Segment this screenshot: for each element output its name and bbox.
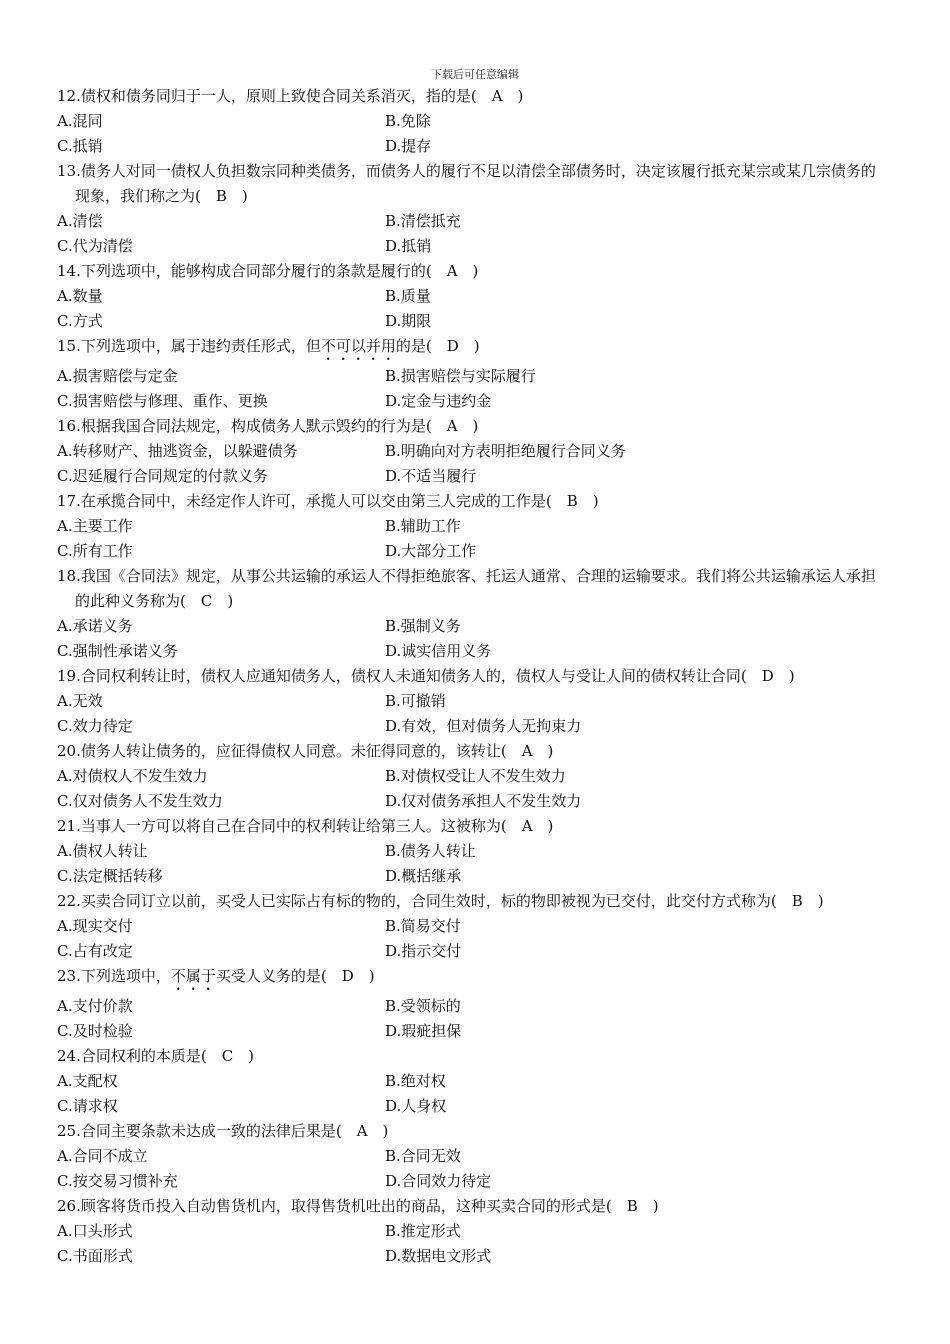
option-d: D.期限	[385, 312, 432, 330]
option-a: A.支付价款	[57, 997, 133, 1015]
question-stem: 25.合同主要条款未达成一致的法律后果是( A )	[57, 1122, 389, 1140]
question-14	[57, 259, 887, 334]
option-row	[57, 209, 887, 234]
option-c: C.书面形式	[57, 1247, 133, 1265]
option-row	[57, 514, 887, 539]
option-row	[57, 714, 887, 739]
question-20	[57, 739, 887, 814]
question-13	[57, 159, 887, 259]
option-c: C.抵销	[57, 137, 103, 155]
stem-text: 23.下列选项中，	[57, 967, 171, 985]
stem-emphasis: 不属于	[170, 967, 216, 985]
option-d: D.合同效力待定	[385, 1172, 492, 1190]
option-b: B.强制义务	[385, 617, 461, 635]
stem-emphasis: 不可以并用	[320, 337, 396, 355]
question-stem: 18.我国《合同法》规定，从事公共运输的承运人不得拒绝旅客、托运人通常、合理的运输要求。我们将公共运输承运人承担的此种义务称为( C )	[57, 567, 876, 610]
option-b: B.简易交付	[385, 917, 461, 935]
option-row	[57, 639, 887, 664]
option-a: A.口头形式	[57, 1222, 133, 1240]
question-stem: 19.合同权利转让时，债权人应通知债务人，债权人未通知债务人的，债权人与受让人间的债权转让合同( D )	[57, 667, 795, 685]
option-row	[57, 284, 887, 309]
option-a: A.数量	[57, 287, 103, 305]
option-row	[57, 1244, 887, 1269]
stem-text: 15.下列选项中，属于违约责任形式，但	[57, 337, 321, 355]
option-a: A.损害赔偿与定金	[57, 367, 178, 385]
question-stem: 12.债权和债务同归于一人，原则上致使合同关系消灭，指的是( A )	[57, 87, 524, 105]
question-17	[57, 489, 887, 564]
option-c: C.法定概括转移	[57, 867, 163, 885]
page-header: 下载后可任意编辑	[431, 68, 519, 81]
option-a: A.清偿	[57, 212, 103, 230]
option-row	[57, 939, 887, 964]
option-row	[57, 439, 887, 464]
question-list	[57, 84, 887, 1269]
option-row	[57, 109, 887, 134]
option-d: D.抵销	[385, 237, 432, 255]
option-d: D.定金与违约金	[385, 392, 492, 410]
option-row	[57, 464, 887, 489]
option-a: A.转移财产、抽逃资金，以躲避债务	[57, 442, 298, 460]
option-c: C.按交易习惯补充	[57, 1172, 178, 1190]
option-b: B.免除	[385, 112, 431, 130]
option-row	[57, 364, 887, 389]
question-25	[57, 1119, 887, 1194]
option-b: B.辅助工作	[385, 517, 461, 535]
option-b: B.受领标的	[385, 997, 461, 1015]
option-row	[57, 539, 887, 564]
option-a: A.混同	[57, 112, 103, 130]
option-a: A.对债权人不发生效力	[57, 767, 208, 785]
option-d: D.诚实信用义务	[385, 642, 492, 660]
option-row	[57, 389, 887, 414]
question-24	[57, 1044, 887, 1119]
option-row	[57, 1069, 887, 1094]
option-d: D.仅对债务承担人不发生效力	[385, 792, 582, 810]
question-23	[57, 964, 887, 1044]
option-row	[57, 764, 887, 789]
option-row	[57, 994, 887, 1019]
option-b: B.可撤销	[385, 692, 446, 710]
question-stem: 14.下列选项中，能够构成合同部分履行的条款是履行的( A )	[57, 262, 479, 280]
option-row	[57, 134, 887, 159]
option-b: B.损害赔偿与实际履行	[385, 367, 536, 385]
stem-text: 的是( D )	[395, 337, 480, 355]
option-b: B.绝对权	[385, 1072, 446, 1090]
option-row	[57, 1219, 887, 1244]
option-b: B.质量	[385, 287, 431, 305]
question-22	[57, 889, 887, 964]
option-row	[57, 1169, 887, 1194]
option-d: D.提存	[385, 137, 432, 155]
option-c: C.强制性承诺义务	[57, 642, 178, 660]
option-c: C.所有工作	[57, 542, 133, 560]
option-row	[57, 1144, 887, 1169]
question-16	[57, 414, 887, 489]
question-19	[57, 664, 887, 739]
option-a: A.现实交付	[57, 917, 133, 935]
question-stem: 16.根据我国合同法规定，构成债务人默示毁约的行为是( A )	[57, 417, 479, 435]
option-row	[57, 914, 887, 939]
option-row	[57, 839, 887, 864]
option-d: D.大部分工作	[385, 542, 477, 560]
question-stem: 26.顾客将货币投入自动售货机内，取得售货机吐出的商品，这种买卖合同的形式是( B )	[57, 1197, 659, 1215]
question-stem: 17.在承揽合同中，未经定作人许可，承揽人可以交由第三人完成的工作是( B )	[57, 492, 599, 510]
question-18	[57, 564, 887, 664]
option-row	[57, 234, 887, 259]
option-row	[57, 864, 887, 889]
option-c: C.及时检验	[57, 1022, 133, 1040]
question-12	[57, 84, 887, 159]
option-c: C.损害赔偿与修理、重作、更换	[57, 392, 268, 410]
option-d: D.有效，但对债务人无拘束力	[385, 717, 582, 735]
option-a: A.合同不成立	[57, 1147, 148, 1165]
stem-text: 买受人义务的是( D )	[215, 967, 375, 985]
question-stem: 22.买卖合同订立以前，买受人已实际占有标的物的，合同生效时，标的物即被视为已交付，此交付方式称为( B )	[57, 892, 824, 910]
option-d: D.数据电文形式	[385, 1247, 492, 1265]
option-a: A.无效	[57, 692, 103, 710]
option-a: A.债权人转让	[57, 842, 148, 860]
question-26	[57, 1194, 887, 1269]
option-b: B.债务人转让	[385, 842, 476, 860]
option-b: B.对债权受让人不发生效力	[385, 767, 566, 785]
option-a: A.支配权	[57, 1072, 118, 1090]
option-a: A.承诺义务	[57, 617, 133, 635]
option-row	[57, 309, 887, 334]
option-c: C.效力待定	[57, 717, 133, 735]
option-d: D.瑕疵担保	[385, 1022, 462, 1040]
option-d: D.不适当履行	[385, 467, 477, 485]
option-row	[57, 1019, 887, 1044]
option-d: D.概括继承	[385, 867, 462, 885]
option-b: B.清偿抵充	[385, 212, 461, 230]
question-stem: 13.债务人对同一债权人负担数宗同种类债务，而债务人的履行不足以清偿全部债务时，决定该履行抵充某宗或某几宗债务的现象，我们称之为( B )	[57, 162, 876, 205]
question-stem: 20.债务人转让债务的，应征得债权人同意。未征得同意的，该转让( A )	[57, 742, 554, 760]
option-c: C.迟延履行合同规定的付款义务	[57, 467, 268, 485]
question-stem	[57, 334, 887, 364]
option-row	[57, 689, 887, 714]
option-row	[57, 614, 887, 639]
question-15	[57, 334, 887, 414]
option-c: C.仅对债务人不发生效力	[57, 792, 223, 810]
option-c: C.占有改定	[57, 942, 133, 960]
question-21	[57, 814, 887, 889]
option-d: D.指示交付	[385, 942, 462, 960]
option-d: D.人身权	[385, 1097, 447, 1115]
question-stem	[57, 964, 887, 994]
option-c: C.请求权	[57, 1097, 118, 1115]
option-c: C.方式	[57, 312, 103, 330]
option-b: B.明确向对方表明拒绝履行合同义务	[385, 442, 626, 460]
question-stem: 21.当事人一方可以将自己在合同中的权利转让给第三人。这被称为( A )	[57, 817, 554, 835]
option-b: B.合同无效	[385, 1147, 461, 1165]
option-b: B.推定形式	[385, 1222, 461, 1240]
option-c: C.代为清偿	[57, 237, 133, 255]
option-row	[57, 789, 887, 814]
option-row	[57, 1094, 887, 1119]
option-a: A.主要工作	[57, 517, 133, 535]
question-stem: 24.合同权利的本质是( C )	[57, 1047, 255, 1065]
